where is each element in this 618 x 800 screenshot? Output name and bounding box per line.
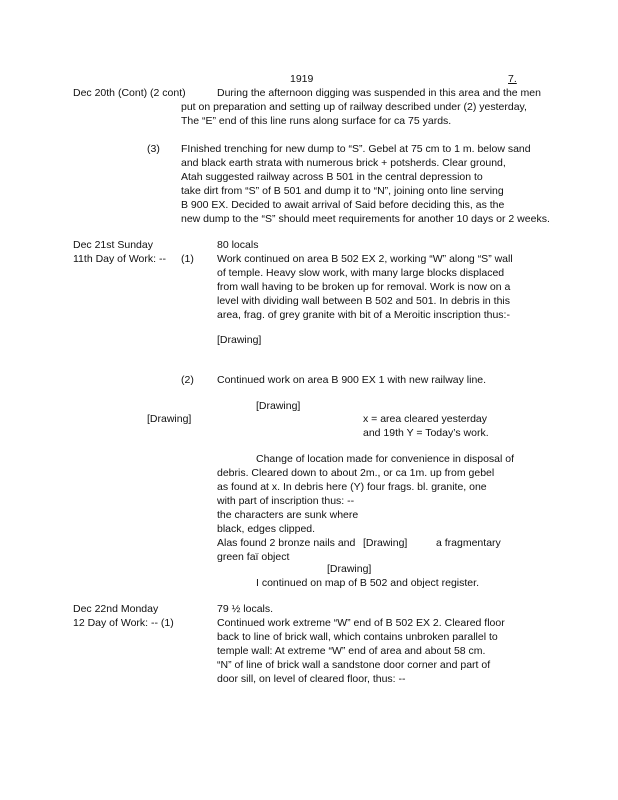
dec20-item-3-line-1: FInished trenching for new dump to “S”. Gebel at 75 cm to 1 m. below sand: [181, 143, 531, 155]
dec21-map-line: I continued on map of B 502 and object register.: [256, 577, 479, 589]
dec21-item-1-label: (1): [181, 253, 194, 265]
dec21-green-object: green faï object: [217, 551, 290, 563]
drawing-placeholder-4: [Drawing]: [363, 537, 408, 549]
dec22-line-4: “N” of line of brick wall a sandstone door corner and part of: [217, 659, 491, 671]
dec21-para-line-5: the characters are sunk where: [217, 509, 359, 521]
dec21-item-2-label: (2): [181, 374, 194, 386]
dec21-para-line-6: black, edges clipped.: [217, 523, 316, 535]
drawing-placeholder-3: [Drawing]: [147, 413, 192, 425]
dec21-nails-line: Alas found 2 bronze nails and: [217, 537, 356, 549]
dec21-para-line-1: Change of location made for convenience in disposal of: [256, 453, 514, 465]
entry-date-dec20: Dec 20th (Cont) (2 cont): [73, 87, 186, 99]
dec20-line-1: During the afternoon digging was suspended in this area and the men: [217, 87, 541, 99]
dec21-para-line-2: debris. Cleared down to about 2m., or ca 1m. up from gebel: [217, 467, 495, 479]
dec22-day-of-work: 12 Day of Work: -- (1): [73, 617, 174, 629]
drawing-placeholder-1: [Drawing]: [217, 334, 262, 346]
dec20-item-3-line-4: take dirt from “S” of B 501 and dump it to “N”, joining onto line serving: [181, 185, 504, 197]
dec22-line-5: door sill, on level of cleared floor, thus: --: [217, 673, 406, 685]
page-number: 7.: [508, 73, 517, 85]
dec20-item-3-line-3: Atah suggested railway across B 501 in the central depression to: [181, 171, 483, 183]
drawing-placeholder-5: [Drawing]: [327, 563, 372, 575]
dec22-locals: 79 ½ locals.: [217, 603, 274, 615]
dec20-item-3-label: (3): [147, 143, 160, 155]
dec21-locals: 80 locals: [217, 239, 259, 251]
drawing-placeholder-2: [Drawing]: [256, 400, 301, 412]
dec21-day-of-work: 11th Day of Work: --: [73, 253, 166, 265]
dec20-line-2: put on preparation and setting up of railway described under (2) yesterday,: [181, 101, 527, 113]
dec21-para-line-3: as found at x. In debris here (Y) four frags. bl. granite, one: [217, 481, 487, 493]
dec22-line-3: temple wall: At extreme “W” end of area and about 58 cm.: [217, 645, 486, 657]
drawing-legend-line-2: and 19th Y = Today’s work.: [363, 427, 489, 439]
dec21-item-2-line: Continued work on area B 900 EX 1 with new railway line.: [217, 374, 487, 386]
page-year: 1919: [290, 73, 314, 85]
dec20-item-3-line-6: new dump to the “S” should meet requirements for another 10 days or 2 weeks.: [181, 213, 550, 225]
dec20-line-3: The “E” end of this line runs along surface for ca 75 yards.: [181, 115, 452, 127]
dec22-line-2: back to line of brick wall, which contains unbroken parallel to: [217, 631, 498, 643]
dec21-fragmentary: a fragmentary: [436, 537, 501, 549]
entry-date-dec21: Dec 21st Sunday: [73, 239, 153, 251]
dec21-item-1-line-5: area, frag. of grey granite with bit of a Meroitic inscription thus:-: [217, 309, 510, 321]
dec21-item-1-line-2: of temple. Heavy slow work, with many large blocks displaced: [217, 267, 505, 279]
entry-date-dec22: Dec 22nd Monday: [73, 603, 159, 615]
dec21-item-1-line-1: Work continued on area B 502 EX 2, working “W” along “S” wall: [217, 253, 513, 265]
drawing-legend-line-1: x = area cleared yesterday: [363, 413, 488, 425]
dec20-item-3-line-2: and black earth strata with numerous brick + potsherds. Clear ground,: [181, 157, 506, 169]
dec22-line-1: Continued work extreme “W” end of B 502 EX 2. Cleared floor: [217, 617, 505, 629]
dec21-para-line-4: with part of inscription thus: --: [217, 495, 355, 507]
dec20-item-3-line-5: B 900 EX. Decided to await arrival of Said before deciding this, as the: [181, 199, 505, 211]
dec21-item-1-line-3: from wall having to be broken up for removal. Work is now on a: [217, 281, 511, 293]
dec21-item-1-line-4: level with dividing wall between B 502 and 501. In debris in this: [217, 295, 511, 307]
